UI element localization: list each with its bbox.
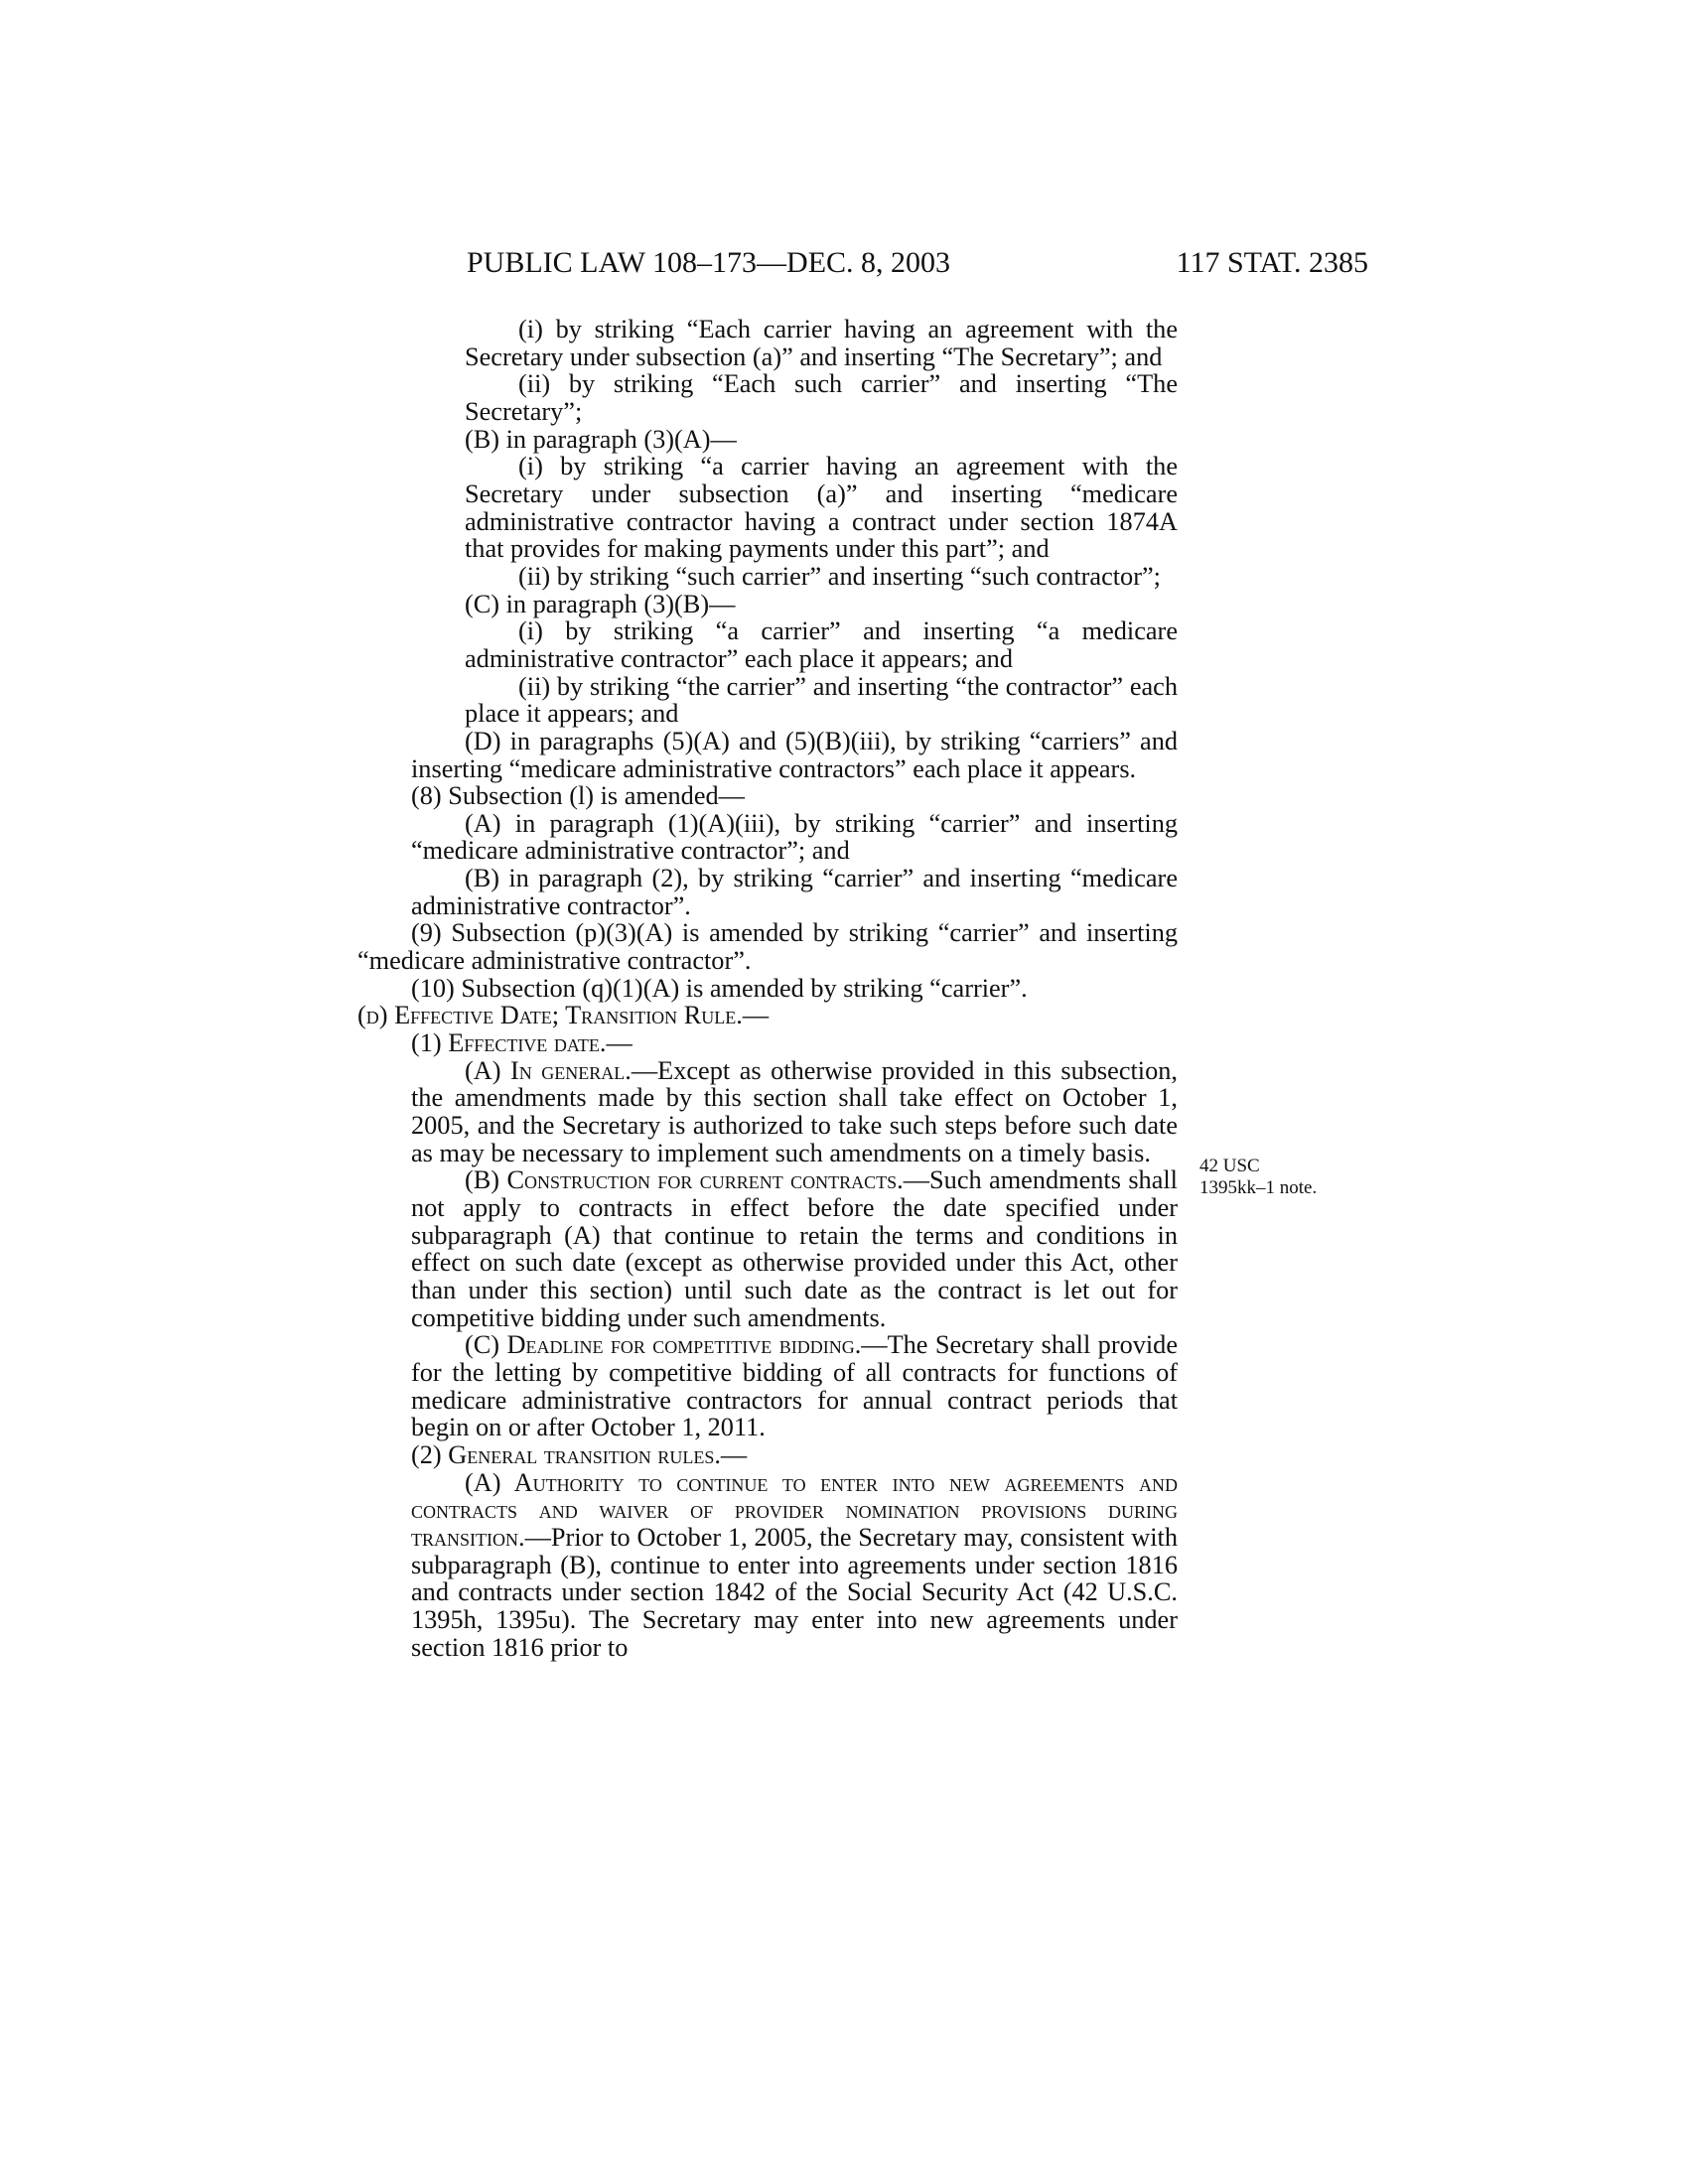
page-header-title: PUBLIC LAW 108–173—DEC. 8, 2003 xyxy=(467,246,951,279)
paragraph-10-subsection-q1a: (10) Subsection (q)(1)(A) is amended by striking “carrier”. xyxy=(411,973,1028,1003)
section-1-heading xyxy=(357,1029,1178,1057)
margin-citation-line2: 1395kk–1 note. xyxy=(1199,1177,1318,1198)
paragraph-i-each-carrier: (i) by striking “Each carrier having an agreement with the Secretary under subsection (a)” and inserting “The Secretary”; and xyxy=(465,315,1178,371)
paragraph-i-carrier-agreement: (i) by striking “a carrier having an agreement with the Secretary under subsection (a)” and inserting “medicare administrative contractor having a contract under section 1874A that provides for making payments under this part”; and xyxy=(465,452,1178,564)
paragraph-c-deadline-label: (C) Deadline for competitive bidding.— xyxy=(465,1330,888,1360)
page-header-stat: 117 STAT. 2385 xyxy=(1176,246,1368,279)
paragraph-b-paragraph-2: (B) in paragraph (2), by striking “carrier” and inserting “medicare administrative contractor”. xyxy=(411,864,1178,920)
paragraph-a-1aiii: (A) in paragraph (1)(A)(iii), by striking “carrier” and inserting “medicare administrative contractor”; and xyxy=(411,808,1178,866)
paragraph-ii-each-such-carrier: (ii) by striking “Each such carrier” and inserting “The Secretary”; xyxy=(465,369,1178,426)
paragraph-c-deadline xyxy=(357,1331,1178,1441)
paragraph-ii-such-carrier: (ii) by striking “such carrier” and inserting “such contractor”; xyxy=(518,561,1161,591)
paragraph-a-authority-label: (A) Authority to continue to enter into new agreements and contracts and waiver of provider nomination provisions during transition.— xyxy=(411,1467,1178,1552)
paragraph-c-3b: (C) in paragraph (3)(B)— xyxy=(465,589,736,618)
paragraph-b-construction-label: (B) Construction for current contracts.— xyxy=(465,1165,930,1195)
margin-citation-line1: 42 USC xyxy=(1199,1156,1260,1176)
paragraph-a-in-general-text: Except as otherwise provided in this subsection, the amendments made by this section shall take effect on October 1, 2005, and the Secretary is authorized to take such steps before such date as may be necessary to implement such amendments on a timely basis. xyxy=(411,1055,1178,1167)
margin-citation xyxy=(1199,1156,1317,1199)
paragraph-b-construction-text: Such amendments shall not apply to contracts in effect before the date specified under subparagraph (A) that continue to retain the terms and conditions in effect on such date (except as otherwise provided under this Act, other than under this section) until such date as the contract is let out for competitive bidding under such amendments. xyxy=(411,1165,1178,1332)
paragraph-d-5a-5biii: (D) in paragraphs (5)(A) and (5)(B)(iii), by striking “carriers” and inserting “medicare administrative contractors” each place it appears. xyxy=(411,726,1178,783)
body-text xyxy=(357,316,1178,1661)
section-d-heading xyxy=(357,1002,1178,1029)
paragraph-a-in-general-label: (A) In general.— xyxy=(465,1055,658,1085)
paragraph-ii-the-carrier: (ii) by striking “the carrier” and inserting “the contractor” each place it appears; and xyxy=(465,671,1178,729)
paragraph-b-3a: (B) in paragraph (3)(A)— xyxy=(465,424,737,454)
paragraph-a-authority-text: Prior to October 1, 2005, the Secretary may, consistent with subparagraph (B), continue to enter into agreements under section 1816 and contracts under section 1842 of the Social Security Act (42 U.S.C. 1395h, 1395u). The Secretary may enter into new agreements under section 1816 prior to xyxy=(411,1522,1178,1662)
paragraph-a-authority xyxy=(357,1469,1178,1662)
section-2-heading xyxy=(357,1441,1178,1469)
paragraph-8-subsection-l: (8) Subsection (l) is amended— xyxy=(411,781,745,811)
section-2-label: (2) General transition rules.— xyxy=(411,1439,748,1469)
page-header xyxy=(467,246,1368,286)
section-d-label: (d) Effective Date; Transition Rule.— xyxy=(357,1001,770,1030)
paragraph-a-in-general xyxy=(357,1057,1178,1167)
section-1-label: (1) Effective date.— xyxy=(411,1028,633,1058)
paragraph-c-deadline-text: The Secretary shall provide for the letting by competitive bidding of all contracts for functions of medicare administrative contractors for annual contract periods that begin on or after October 1, 2011. xyxy=(411,1330,1178,1442)
paragraph-i-a-carrier: (i) by striking “a carrier” and inserting “a medicare administrative contractor” each place it appears; and xyxy=(465,616,1178,673)
paragraph-b-construction xyxy=(357,1166,1178,1331)
paragraph-9-subsection-p3a: (9) Subsection (p)(3)(A) is amended by striking “carrier” and inserting “medicare administrative contractor”. xyxy=(357,918,1178,976)
